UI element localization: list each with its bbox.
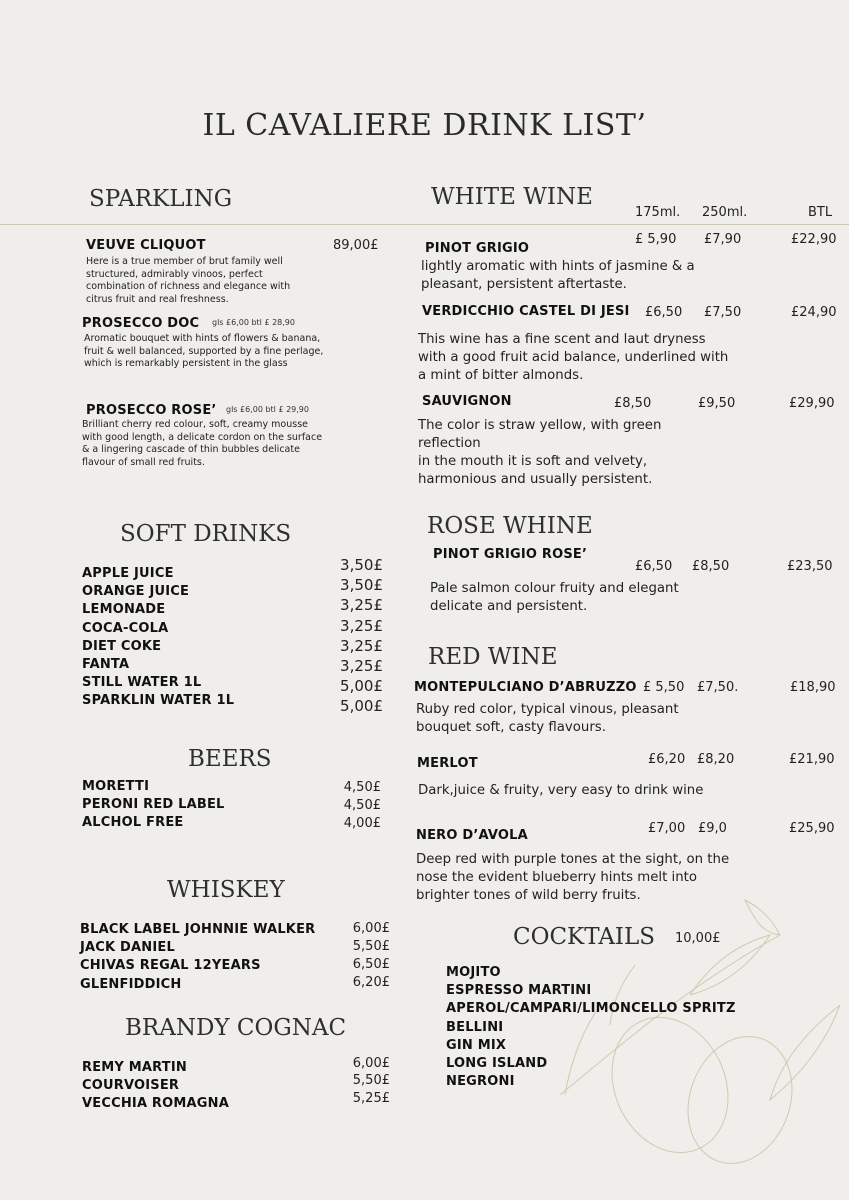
wine-price-btl: £23,50 [787, 559, 833, 574]
column-header-btl: BTL [808, 205, 833, 220]
sparkling-item-price: 89,00£ [333, 238, 379, 253]
list-item: ORANGE JUICE [82, 584, 190, 600]
wine-price-175: £6,50 [645, 305, 683, 320]
whiskey-list [80, 921, 315, 994]
wine-price-250: £7,90 [704, 232, 742, 247]
wine-desc: This wine has a fine scent and laut dryness with a good fruit acid balance, underlined with a mint of bitter almonds. [418, 332, 729, 383]
soft-drinks-list [82, 565, 234, 711]
list-item: APPLE JUICE [82, 566, 174, 581]
list-price: 6,20£ [352, 975, 390, 990]
wine-price-btl: £18,90 [790, 680, 836, 695]
column-header-250ml: 250ml. [702, 205, 748, 220]
list-price: 5,00£ [340, 677, 383, 696]
sparkling-heading: SPARKLING [89, 186, 233, 212]
wine-price-btl: £24,90 [791, 305, 837, 320]
list-item: APEROL/CAMPARI/LIMONCELLO SPRITZ [446, 1001, 736, 1017]
wine-price-250: £7,50 [704, 305, 742, 320]
divider [0, 224, 849, 225]
wine-price-175: £6,50 [635, 559, 673, 574]
wine-price-175: £6,20 [648, 752, 686, 767]
wine-price-btl: £21,90 [789, 752, 835, 767]
cocktails-heading: COCKTAILS [513, 924, 656, 950]
list-price: 5,25£ [352, 1091, 390, 1106]
beers-prices [320, 779, 381, 833]
list-item: STILL WATER 1L [82, 675, 202, 691]
list-price: 3,50£ [340, 556, 383, 574]
sparkling-item-desc: Brilliant cherry red colour, soft, creamy mousse with good length, a delicate cordon on the surface & a lingering cascade of thin bubbles delicate flavour of small red fruits. [82, 419, 323, 468]
wine-desc: lightly aromatic with hints of jasmine & a pleasant, persistent aftertaste. [421, 259, 695, 292]
wine-price-btl: £22,90 [791, 232, 837, 247]
wine-desc: The color is straw yellow, with green reflection in the mouth it is soft and velvety, harmonious and usually persistent. [418, 418, 662, 487]
red-wine-heading: RED WINE [428, 644, 558, 670]
list-price: 3,25£ [340, 636, 383, 655]
list-price: 4,00£ [343, 816, 381, 831]
list-item: COURVOISER [82, 1078, 180, 1094]
list-item: MOJITO [446, 965, 501, 980]
sparkling-item-desc: Here is a true member of brut family well structured, admirably vinoos, perfect combination of richness and elegance with citrus fruit and real freshness. [86, 256, 291, 305]
list-item: GLENFIDDICH [80, 976, 182, 992]
wine-name: PINOT GRIGIO ROSE’ [433, 547, 588, 562]
list-item: DIET COKE [82, 638, 162, 654]
list-price: 6,00£ [352, 921, 390, 936]
soft-drinks-heading: SOFT DRINKS [120, 521, 292, 547]
wine-price-175: £ 5,50 [643, 680, 685, 695]
cocktails-list [446, 964, 736, 1091]
wine-price-btl: £25,90 [789, 821, 835, 836]
page-title: IL CAVALIERE DRINK LIST’ [202, 108, 647, 143]
list-price: 3,50£ [340, 576, 383, 595]
brandy-list [82, 1059, 229, 1114]
wine-name: PINOT GRIGIO [425, 241, 530, 256]
sparkling-item-note: gls £6,00 btl £ 29,90 [226, 405, 309, 414]
list-item: PERONI RED LABEL [82, 797, 225, 813]
list-item: COCA-COLA [82, 620, 169, 636]
brandy-heading: BRANDY COGNAC [125, 1015, 347, 1041]
column-header-175ml: 175ml. [635, 205, 681, 220]
wine-desc: Pale salmon colour fruity and elegant delicate and persistent. [430, 581, 679, 614]
list-item: REMY MARTIN [82, 1060, 187, 1075]
list-price: 5,50£ [352, 939, 390, 954]
wine-price-175: £8,50 [614, 396, 652, 411]
list-price: 6,00£ [352, 1056, 390, 1071]
list-price: 4,50£ [343, 780, 381, 795]
list-item: GIN MIX [446, 1037, 507, 1053]
list-item: JACK DANIEL [80, 940, 175, 956]
cocktails-price: 10,00£ [675, 931, 721, 946]
list-item: FANTA [82, 657, 130, 673]
list-item: BLACK LABEL JOHNNIE WALKER [80, 922, 316, 937]
wine-desc: Dark,juice & fruity, very easy to drink wine [418, 783, 704, 798]
wine-name: MONTEPULCIANO D’ABRUZZO [414, 680, 637, 695]
list-price: 4,50£ [343, 798, 381, 813]
list-item: VECCHIA ROMAGNA [82, 1096, 229, 1112]
list-price: 3,25£ [340, 657, 383, 676]
wine-name: MERLOT [417, 756, 478, 771]
list-price: 6,50£ [352, 957, 390, 972]
brandy-prices [330, 1055, 390, 1107]
list-item: LEMONADE [82, 602, 166, 618]
sparkling-item-name: PROSECCO DOC [82, 316, 200, 331]
wine-name: NERO D’AVOLA [416, 828, 528, 843]
list-item: ESPRESSO MARTINI [446, 983, 592, 999]
wine-price-175: £7,00 [648, 821, 686, 836]
list-item: NEGRONI [446, 1074, 515, 1090]
beers-heading: BEERS [188, 746, 272, 772]
sparkling-item-desc: Aromatic bouquet with hints of flowers & banana, fruit & well balanced, supported by a fine perlage, which is remarkably persistent in the glass [84, 333, 324, 369]
list-item: BELLINI [446, 1019, 504, 1035]
list-item: LONG ISLAND [446, 1056, 548, 1072]
sparkling-item-name: VEUVE CLIQUOT [86, 238, 206, 253]
sparkling-item-note: gls £6,00 btl £ 28,90 [212, 318, 295, 327]
wine-desc: Deep red with purple tones at the sight, on the nose the evident blueberry hints melt into brighter tones of wild berry fruits. [416, 852, 730, 903]
wine-desc: Ruby red color, typical vinous, pleasant bouquet soft, casty flavours. [416, 702, 679, 735]
beers-list [82, 778, 225, 833]
wine-price-250: £8,20 [697, 752, 735, 767]
wine-price-175: £ 5,90 [635, 232, 677, 247]
list-item: SPARKLIN WATER 1L [82, 693, 235, 709]
wine-price-250: £8,50 [692, 559, 730, 574]
white-wine-heading: WHITE WINE [431, 184, 593, 210]
wine-price-250: £9,0 [698, 821, 727, 836]
sparkling-item-name: PROSECCO ROSE’ [86, 403, 217, 418]
list-price: 3,25£ [340, 596, 383, 615]
list-price: 3,25£ [340, 616, 383, 635]
wine-price-btl: £29,90 [789, 396, 835, 411]
list-price: 5,50£ [352, 1073, 390, 1088]
wine-name: VERDICCHIO CASTEL DI JESI [422, 304, 630, 319]
whiskey-heading: WHISKEY [167, 877, 285, 903]
wine-price-250: £9,50 [698, 396, 736, 411]
whiskey-prices [330, 920, 390, 992]
soft-drinks-prices [320, 555, 383, 717]
wine-name: SAUVIGNON [422, 394, 512, 409]
list-price: 5,00£ [340, 697, 383, 716]
wine-price-250: £7,50. [697, 680, 739, 695]
list-item: MORETTI [82, 779, 150, 794]
list-item: CHIVAS REGAL 12YEARS [80, 958, 261, 974]
list-item: ALCHOL FREE [82, 815, 184, 831]
rose-wine-heading: ROSE WHINE [427, 513, 593, 539]
